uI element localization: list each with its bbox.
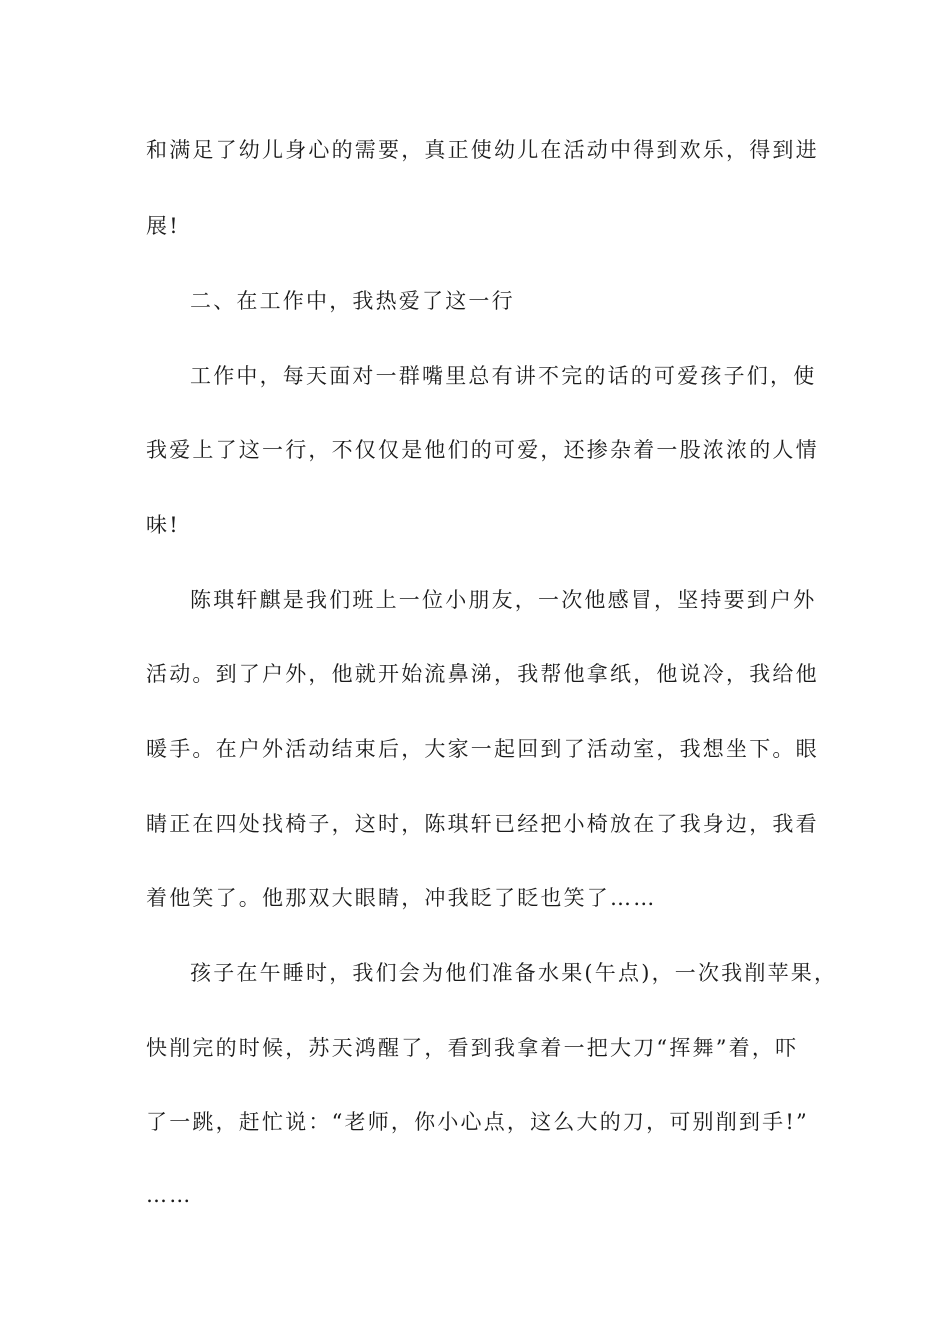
section-heading: 二、在工作中，我热爱了这一行 <box>190 289 515 313</box>
text-line: 展! <box>146 214 180 238</box>
text-line: 工作中，每天面对一群嘴里总有讲不完的话的可爱孩子们，使 <box>190 364 817 388</box>
text-line: 陈琪轩麒是我们班上一位小朋友，一次他感冒，坚持要到户外 <box>190 588 817 612</box>
text-line: …… <box>146 1183 193 1207</box>
text-line: 孩子在午睡时，我们会为他们准备水果(午点)，一次我削苹果， <box>190 961 838 985</box>
text-line: 味! <box>146 513 180 537</box>
text-line: 了一跳，赶忙说：“老师，你小心点，这么大的刀，可别削到手!” <box>146 1110 809 1134</box>
text-line: 快削完的时候，苏天鸿醒了，看到我拿着一把大刀“挥舞”着，吓 <box>146 1036 799 1060</box>
text-line: 活动。到了户外，他就开始流鼻涕，我帮他拿纸，他说冷，我给他 <box>146 662 819 686</box>
text-line: 着他笑了。他那双大眼睛，冲我眨了眨也笑了…… <box>146 886 657 910</box>
text-line: 睛正在四处找椅子，这时，陈琪轩已经把小椅放在了我身边，我看 <box>146 812 819 836</box>
text-line: 暖手。在户外活动结束后，大家一起回到了活动室，我想坐下。眼 <box>146 737 819 761</box>
text-line: 我爱上了这一行，不仅仅是他们的可爱，还掺杂着一股浓浓的人情 <box>146 438 819 462</box>
text-line: 和满足了幼儿身心的需要，真正使幼儿在活动中得到欢乐，得到进 <box>146 138 819 162</box>
